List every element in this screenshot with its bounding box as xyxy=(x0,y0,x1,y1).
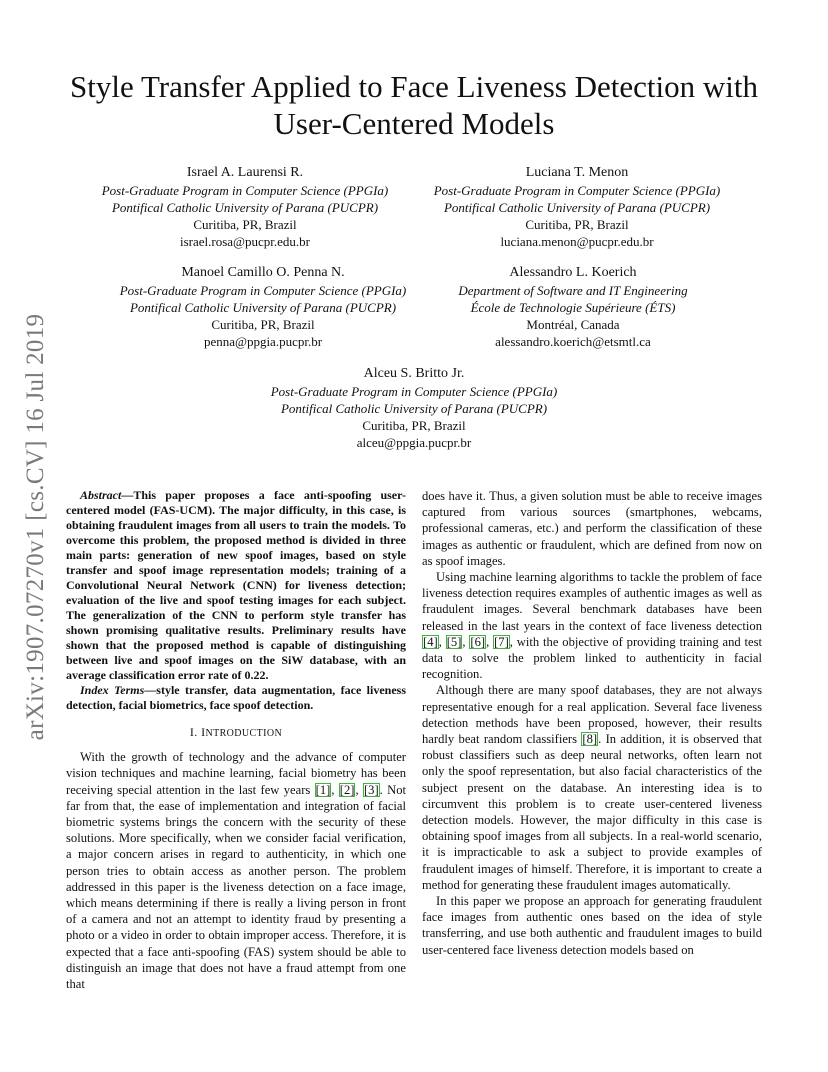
author-affiliation: Post-Graduate Program in Computer Science (PPGIa) xyxy=(270,384,558,399)
author-email: luciana.menon@pucpr.edu.br xyxy=(500,234,654,249)
intro-paragraph-1: With the growth of technology and the advance of computer vision techniques and machine learning, facial biometry has been receiving special attention in the last few years [1], [2], [3]. Not far from that, the ease of implementation and integration of facial biometric systems brings the concern with the security of these solutions. More specifically, when we consider facial verification, a major concern arises in regard to authenticity, in which one person tries to obtain access as another person. The problem addressed in this paper is the liveness detection on a face image, which means determining if there is really a living person in front of a camera and not an attempt to identity fraud by presenting a photo or a video in order to obtain improper access. Therefore, it is expected that a face anti-spoofing (FAS) system should be able to distinguish an image that does not have a fraud attempt from one that xyxy=(66,750,407,992)
author-affiliation: Post-Graduate Program in Computer Science (PPGIa) xyxy=(119,283,407,298)
author-city: Curitiba, PR, Brazil xyxy=(362,418,466,433)
author-name: Luciana T. Menon xyxy=(525,165,629,180)
author-city: Curitiba, PR, Brazil xyxy=(211,317,315,332)
right-column xyxy=(422,488,762,958)
citation-link[interactable]: [4] xyxy=(423,634,438,649)
author-email: alessandro.koerich@etsmtl.ca xyxy=(495,334,651,349)
author-name: Manoel Camillo O. Penna N. xyxy=(181,265,345,280)
citation-link[interactable]: [8] xyxy=(582,732,598,747)
intro-paragraph-continued: does have it. Thus, a given solution must be able to receive images captured from various sources (smartphones, webcams, professional cameras, etc.) and perform the classification of these images as authentic or fraudulent, which are defined from now on as spoof images. xyxy=(422,489,762,568)
author-affiliation: Department of Software and IT Engineering xyxy=(458,283,688,298)
citation-link[interactable]: [5] xyxy=(446,634,462,649)
section-heading-introduction: I. INTRODUCTION xyxy=(189,725,283,739)
citation-link[interactable]: [1] xyxy=(315,782,331,797)
author-institution: Pontifical Catholic University of Parana (PUCPR) xyxy=(280,401,548,416)
author-name: Israel A. Laurensi R. xyxy=(186,165,304,180)
author-institution: École de Technologie Supérieure (ÉTS) xyxy=(470,300,676,315)
author-name: Alessandro L. Koerich xyxy=(509,265,637,280)
author-block-3 xyxy=(88,264,438,350)
index-terms-label: Index Terms xyxy=(80,683,145,697)
intro-paragraph-4: In this paper we propose an approach for generating fraudulent face images from authentic ones based on the idea of style transferring, and use both authentic and fraudulent images to build user-centered face liveness detection models based on xyxy=(422,894,762,957)
author-institution: Pontifical Catholic University of Parana (PUCPR) xyxy=(111,200,379,215)
paper-title: Style Transfer Applied to Face Liveness Detection with User-Centered Models xyxy=(70,69,758,141)
author-block-2 xyxy=(402,164,752,250)
author-email: alceu@ppgia.pucpr.br xyxy=(356,435,472,450)
citation-link[interactable]: [6] xyxy=(470,634,486,649)
arxiv-id: arXiv:1907.07270v1 [cs.CV] 16 Jul 2019 xyxy=(22,313,49,741)
citation-link[interactable]: [7] xyxy=(494,634,509,649)
author-city: Curitiba, PR, Brazil xyxy=(193,217,297,232)
intro-paragraph-3: Although there are many spoof databases, they are not always representative enough for a real application. Several face liveness detection methods have been proposed, however, their results hardly beat random classifiers [8]. In addition, it is observed that robust classifiers such as deep neural networks, often learn not only the spoof representation, but also facial characteristics of the subject present on the database. An interesting idea is to circumvent this problem is to create user-centered liveness detection models. However, the major difficulty in this case is obtaining spoof images from all subjects. In a real-world scenario, it is impracticable to ask a subject to provide examples of fraudulent images of himself. Therefore, it is important to create a method for generating these fraudulent images automatically. xyxy=(422,683,762,892)
citation-link[interactable]: [3] xyxy=(363,782,379,797)
left-column xyxy=(66,488,406,992)
abstract xyxy=(66,488,406,683)
author-email: israel.rosa@pucpr.edu.br xyxy=(179,234,310,249)
author-affiliation: Post-Graduate Program in Computer Science (PPGIa) xyxy=(433,183,721,198)
author-city: Curitiba, PR, Brazil xyxy=(525,217,629,232)
index-terms-text: —style transfer, data augmentation, face liveness detection, facial biometrics, face spoof detection. xyxy=(66,683,406,712)
author-institution: Pontifical Catholic University of Parana (PUCPR) xyxy=(443,200,711,215)
author-block-5 xyxy=(239,365,589,451)
author-block-1 xyxy=(70,164,420,250)
author-block-4 xyxy=(398,264,748,350)
intro-paragraph-2: Using machine learning algorithms to tackle the problem of face liveness detection requires examples of authentic images as well as fraudulent images. Several benchmark databases have been released in the last years in the context of face liveness detection [4], [5], [6], [7], with the objective of providing training and test data to solve the problem linked to authenticity in facial recognition. xyxy=(422,570,763,682)
citation-link[interactable]: [2] xyxy=(339,782,355,797)
author-affiliation: Post-Graduate Program in Computer Science (PPGIa) xyxy=(101,183,389,198)
abstract-label: Abstract xyxy=(80,488,122,502)
abstract-text: —This paper proposes a face anti-spoofing user-centered model (FAS-UCM). The major difficulty, in this case, is obtaining fraudulent images from all users to train the models. To overcome this problem, the proposed method is divided in three main parts: generation of new spoof images, based on style transfer and spoof image representation models; training of a Convolutional Neural Network (CNN) for liveness detection; evaluation of the live and spoof testing images for each subject. The generalization of the CNN to perform style transfer has shown promising qualitative results. Preliminary results have shown that the proposed method is capable of distinguishing between live and spoof images on the SiW database, with an average classification error rate of 0.22. xyxy=(66,488,406,682)
author-institution: Pontifical Catholic University of Parana (PUCPR) xyxy=(129,300,397,315)
index-terms xyxy=(66,683,406,713)
author-city: Montréal, Canada xyxy=(526,317,620,332)
arxiv-identifier-sidebar xyxy=(18,292,54,762)
author-email: penna@ppgia.pucpr.br xyxy=(203,334,323,349)
author-name: Alceu S. Britto Jr. xyxy=(363,366,465,381)
